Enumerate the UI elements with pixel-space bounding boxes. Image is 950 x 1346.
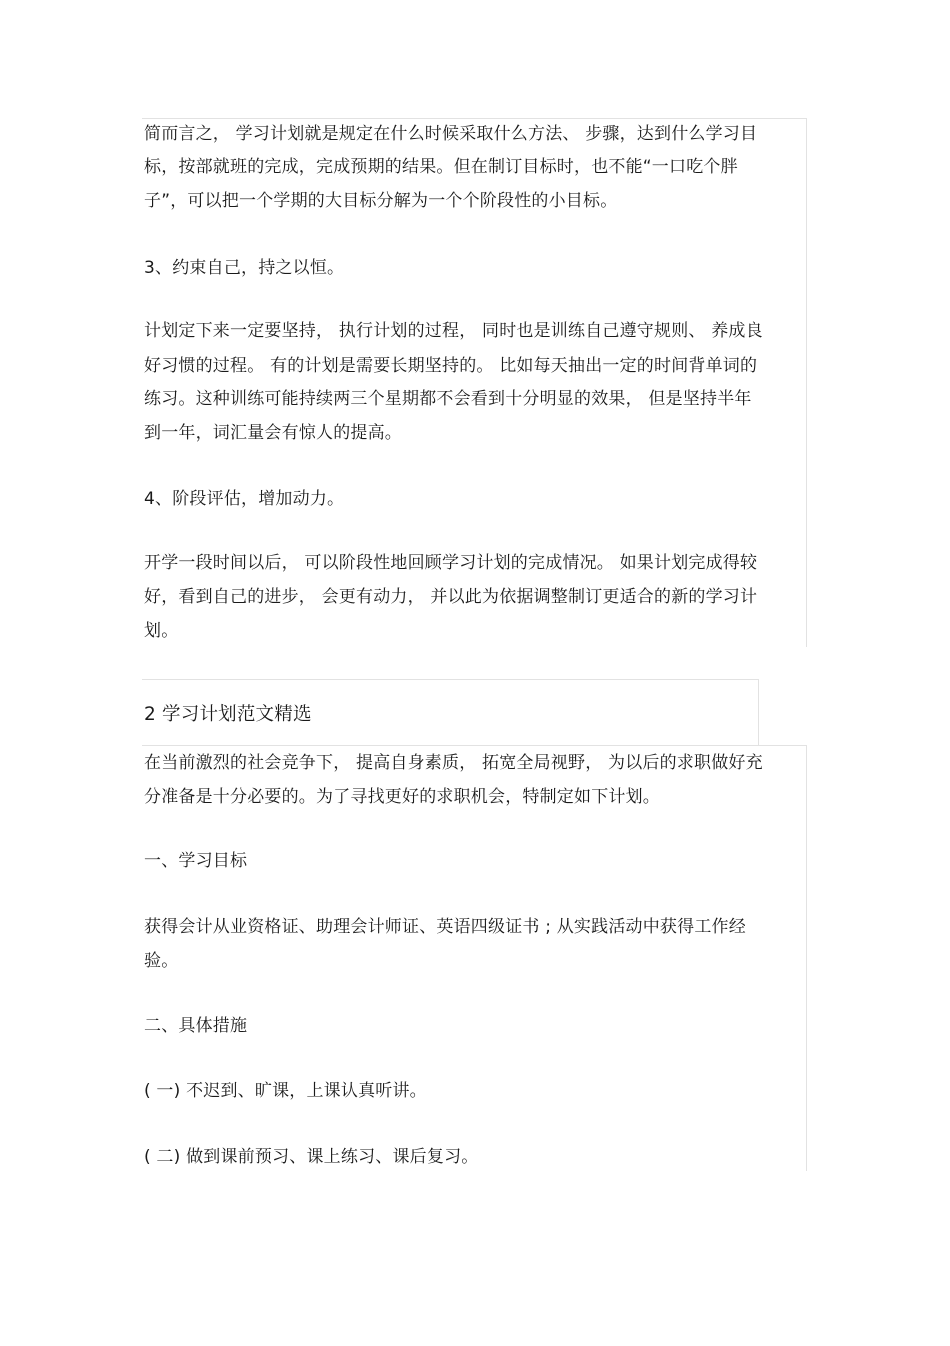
section-title: 2 学习计划范文精选 [144, 704, 312, 725]
subheading-measures: 二、具体措施 [144, 1016, 248, 1036]
paragraph-line: 好习惯的过程。 有的计划是需要长期坚持的。 比如每天抽出一定的时间背单词的 [144, 356, 758, 376]
paragraph-line: 划。 [144, 621, 179, 641]
paragraph-line: 在当前激烈的社会竞争下， 提高自身素质， 拓宽全局视野， 为以后的求职做好充 [144, 753, 763, 773]
paragraph-line: 好，看到自己的进步， 会更有动力， 并以此为依据调整制订更适合的新的学习计 [144, 587, 758, 607]
paragraph-line: 获得会计从业资格证、助理会计师证、英语四级证书 ; 从实践活动中获得工作经 [144, 917, 746, 937]
paragraph-line: 子”，可以把一个学期的大目标分解为一个个阶段性的小目标。 [144, 191, 618, 211]
paragraph-line: 到一年，词汇量会有惊人的提高。 [144, 423, 402, 443]
content-frame-bottom [142, 745, 807, 1171]
measure-item: ( 一) 不迟到、旷课，上课认真听讲。 [144, 1081, 427, 1101]
paragraph-line: 验。 [144, 951, 179, 971]
point-heading-3: 3、约束自己，持之以恒。 [144, 258, 345, 278]
measure-item: ( 二) 做到课前预习、课上练习、课后复习。 [144, 1147, 479, 1167]
paragraph-line: 标，按部就班的完成，完成预期的结果。但在制订目标时，也不能“一口吃个胖 [144, 157, 738, 177]
paragraph-line: 分准备是十分必要的。为了寻找更好的求职机会，特制定如下计划。 [144, 787, 660, 807]
subheading-goals: 一、学习目标 [144, 851, 248, 871]
paragraph-line: 简而言之， 学习计划就是规定在什么时候采取什么方法、 步骤，达到什么学习目 [144, 124, 758, 144]
point-heading-4: 4、阶段评估，增加动力。 [144, 489, 345, 509]
paragraph-line: 练习。这种训练可能持续两三个星期都不会看到十分明显的效果， 但是坚持半年 [144, 389, 752, 409]
paragraph-line: 计划定下来一定要坚持， 执行计划的过程， 同时也是训练自己遵守规则、 养成良 [144, 321, 763, 341]
paragraph-line: 开学一段时间以后， 可以阶段性地回顾学习计划的完成情况。 如果计划完成得较 [144, 553, 758, 573]
